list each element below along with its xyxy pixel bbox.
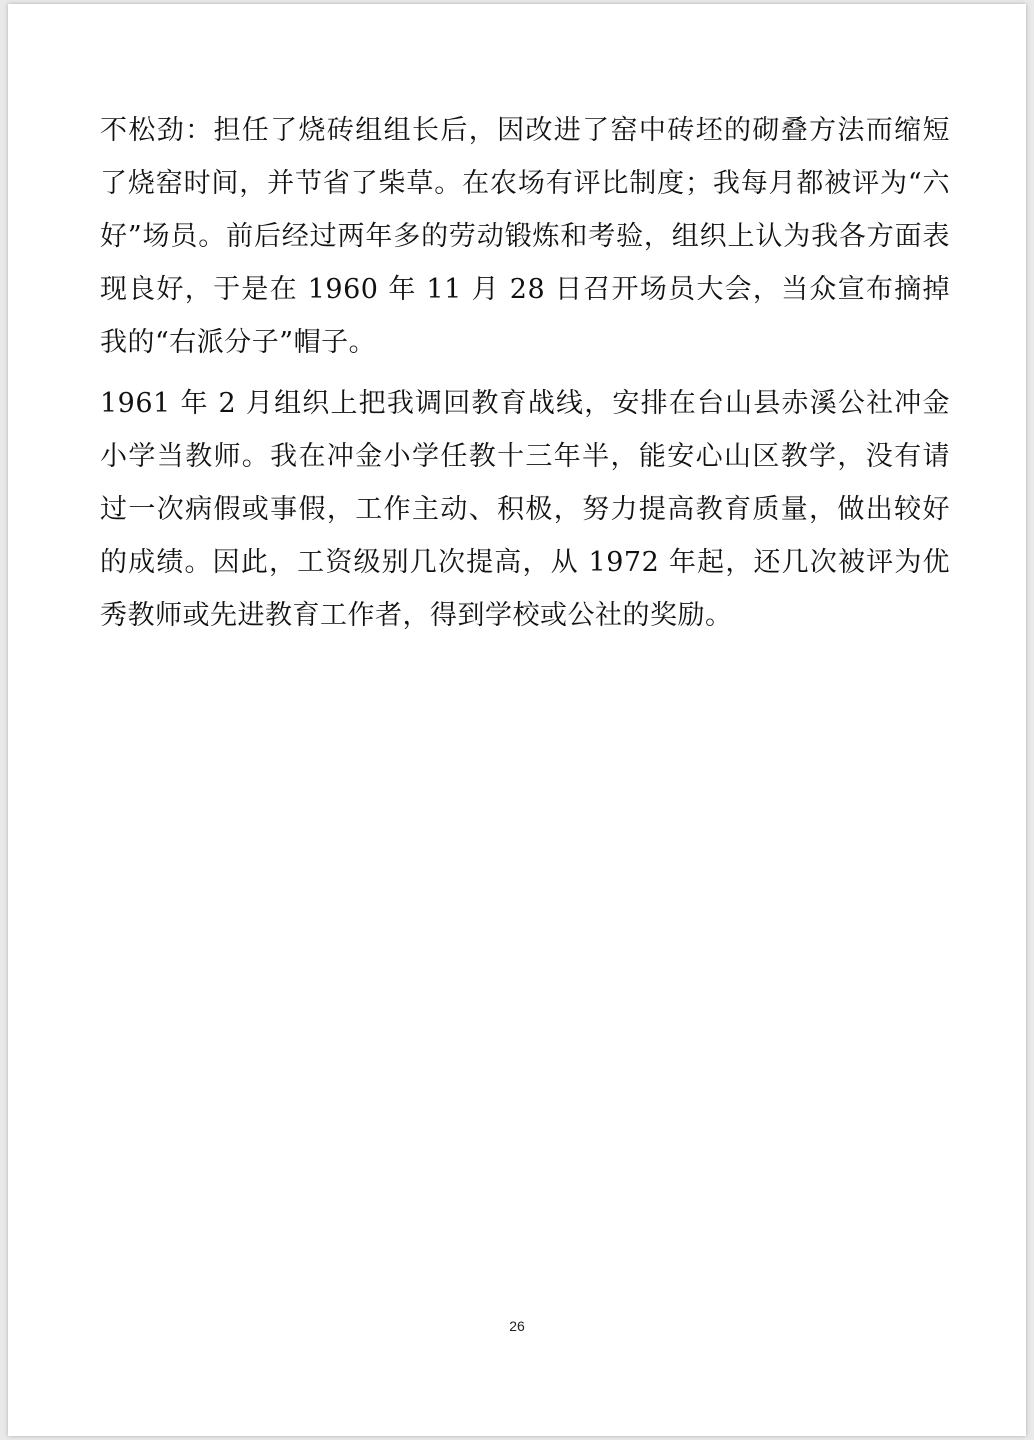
page-number: 26 [509,1318,525,1334]
paragraph: 不松劲：担任了烧砖组组长后，因改进了窑中砖坯的砌叠方法而缩短了烧窑时间，并节省了柴草。在农场有评比制度；我每月都被评为“六好”场员。前后经过两年多的劳动锻炼和考验，组织上认为我各方面表现良好，于是在 1960 年 11 月 28 日召开场员大会，当众宣布摘掉我的“右派分子”帽子。 [100,115,950,358]
page-body [100,104,950,650]
document-page [8,4,1026,1436]
paragraph: 1961 年 2 月组织上把我调回教育战线，安排在台山县赤溪公社冲金小学当教师。我在冲金小学任教十三年半，能安心山区教学，没有请过一次病假或事假，工作主动、积极，努力提高教育质量，做出较好的成绩。因此，工资级别几次提高，从 1972 年起，还几次被评为优秀教师或先进教育工作者，得到学校或公社的奖励。 [100,388,950,631]
